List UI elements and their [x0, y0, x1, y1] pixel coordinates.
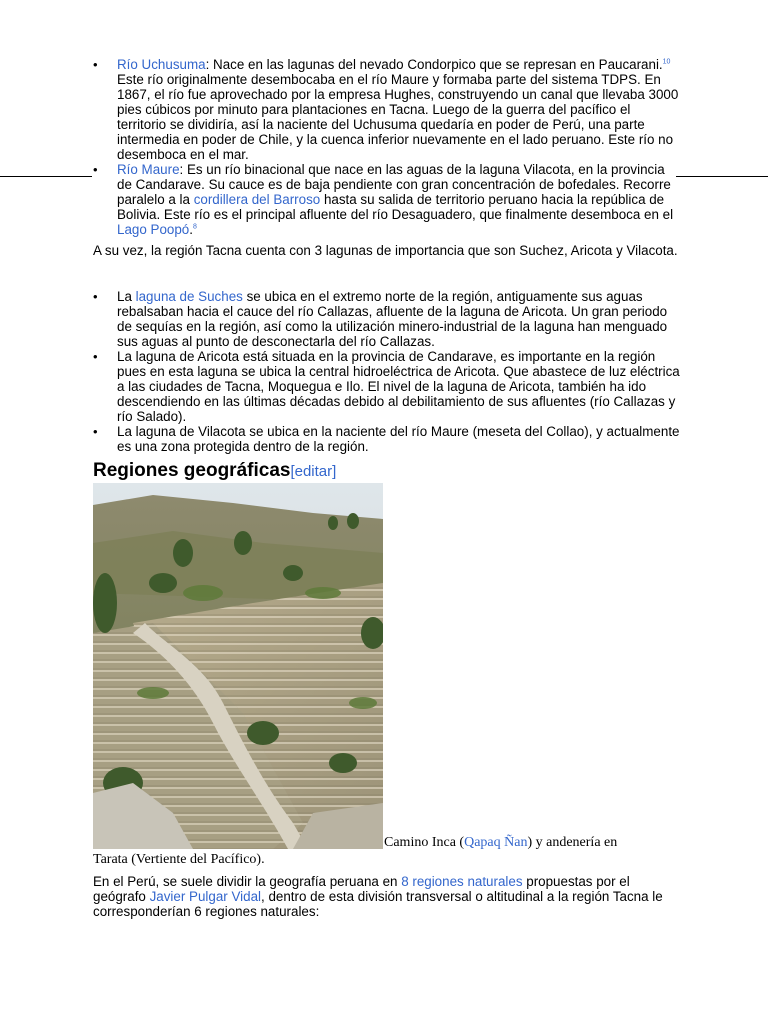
section-title: Regiones geográficas [93, 460, 291, 481]
paragraph-text: , dentro de esta división transversal o altitudinal a la región Tacna le corresponderían 6 regiones naturales: [93, 889, 663, 919]
item-text: Este río originalmente desembocaba en el río Maure y formaba parte del sistema TDPS. En 1867, el río fue aprovechado por la empresa Hughes, construyendo un canal que llevaba 3000 pies cúbicos por minuto para plantaciones en Tacna. Luego de la guerra del pacífico el territorio se dividiría, así la naciente del Uchusuma quedaría en poder de Perú, una parte intermedia en poder de Chile, y la cuenca inferior nuevamente en el lado peruano. Este río no desemboca en el mar. [117, 72, 679, 162]
item-text: . [189, 222, 193, 237]
rivers-list [93, 57, 683, 237]
lagunas-list [93, 289, 683, 454]
link-rio-uchusuma[interactable]: Río Uchusuma [117, 57, 206, 72]
link-lago-poopo[interactable]: Lago Poopó [117, 222, 190, 237]
link-javier-pulgar-vidal[interactable]: Javier Pulgar Vidal [149, 889, 261, 904]
item-text: : Es un río binacional que nace en las aguas de la laguna Vilacota, en la provincia de Candarave. Su cauce es de baja pendiente con gran concentración de bofedales. Recorre paralelo a la [117, 162, 671, 207]
link-rio-maure[interactable]: Río Maure [117, 162, 180, 177]
list-item-laguna-vilacota [93, 424, 683, 454]
link-qapaq-nan[interactable]: Qapaq Ñan [464, 835, 528, 850]
item-text: : Nace en las lagunas del nevado Condorpico que se represan en Paucarani. [205, 57, 663, 72]
link-cordillera-del-barroso[interactable]: cordillera del Barroso [193, 192, 321, 207]
item-text: La [117, 289, 136, 304]
page-divider-right [676, 176, 768, 177]
page-divider-left [0, 176, 92, 177]
edit-section-link[interactable]: [editar] [290, 463, 337, 480]
reference-10[interactable]: 10 [662, 58, 671, 66]
caption-text: ) y andenería en [527, 835, 618, 850]
list-item-rio-maure [93, 162, 683, 237]
paragraph-text: En el Perú, se suele dividir la geografía peruana en [93, 874, 402, 889]
figure-caption [93, 834, 673, 868]
lagunas-intro-paragraph: A su vez, la región Tacna cuenta con 3 lagunas de importancia que son Suchez, Aricota y Vilacota. [93, 243, 678, 258]
regions-paragraph [93, 874, 683, 919]
inca-trail-terraces-photo [93, 483, 383, 849]
item-text: se ubica en el extremo norte de la región, antiguamente sus aguas rebalsaban hacia el cauce del río Callazas, afluente de la laguna de Aricota. Un gran periodo de sequías en la región, así como la utilización minero-industrial de la laguna han menguado sus aguas al punto de desconectarla del río Callazas. [117, 289, 668, 349]
item-text: hasta su salida de territorio peruano hacia la república de Bolivia. Este río es el principal afluente del río Desaguadero, que finalmente desemboca en el [117, 192, 674, 222]
caption-text: Camino Inca ( [384, 835, 465, 850]
item-text: La laguna de Vilacota se ubica en la naciente del río Maure (meseta del Collao), y actualmente es una zona protegida dentro de la región. [117, 424, 680, 454]
section-heading [93, 459, 336, 484]
paragraph-text: propuestas por el geógrafo [93, 874, 630, 904]
list-item-rio-uchusuma [93, 57, 683, 162]
list-item-laguna-suches [93, 289, 683, 349]
item-text: La laguna de Aricota está situada en la provincia de Candarave, es importante en la región pues en esta laguna se ubica la central hidroeléctrica de Aricota. Que abastece de luz eléctrica a las ciudades de Tacna, Moquegua e Ilo. El nivel de la laguna de Aricota, también ha ido descendiendo en las últimas décadas debido al debilitamiento de sus afluentes (río Callazas y río Salado). [117, 349, 680, 424]
list-item-laguna-aricota [93, 349, 683, 424]
reference-8[interactable]: 8 [192, 223, 197, 231]
link-8-regiones-naturales[interactable]: 8 regiones naturales [401, 874, 523, 889]
caption-text-line2: Tarata (Vertiente del Pacífico). [93, 852, 265, 867]
link-laguna-de-suches[interactable]: laguna de Suches [135, 289, 243, 304]
